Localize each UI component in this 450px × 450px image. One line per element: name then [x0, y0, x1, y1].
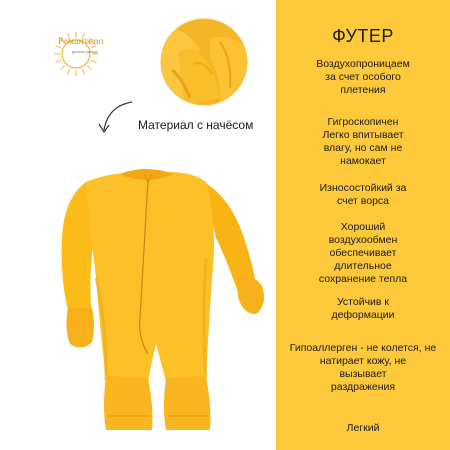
- feature-hygroscopic: Гигроскопичен Легко впитывает влагу, но сам не намокает: [322, 116, 404, 167]
- brand-logo: [52, 30, 104, 83]
- sleepsuit-photo: [56, 168, 268, 436]
- curved-arrow-icon: [96, 98, 136, 138]
- feature-air-exchange: Хороший воздухообмен обеспечивает длительное сохранение тепла: [318, 221, 408, 285]
- panel-title: ФУТЕР: [332, 26, 394, 46]
- feature-hypoallergenic: Гипоаллерген - не колется, не натирает кожу, не вызывает раздражения: [289, 342, 437, 393]
- feature-wear-resistant: Износостойкий за счет ворса: [319, 182, 407, 207]
- brand-tagline: детская одежда: [72, 50, 98, 54]
- features-panel: [276, 0, 450, 450]
- material-caption: Материал с начёсом: [138, 118, 254, 132]
- feature-deformation-resistant: Устойчив к деформации: [331, 296, 395, 321]
- feature-lightweight: Легкий: [346, 422, 380, 434]
- feature-breathable: Воздухопроницаем за счет особого плетения: [316, 58, 410, 96]
- fabric-closeup-photo: [160, 18, 248, 106]
- brand-name: Романтино: [58, 37, 104, 47]
